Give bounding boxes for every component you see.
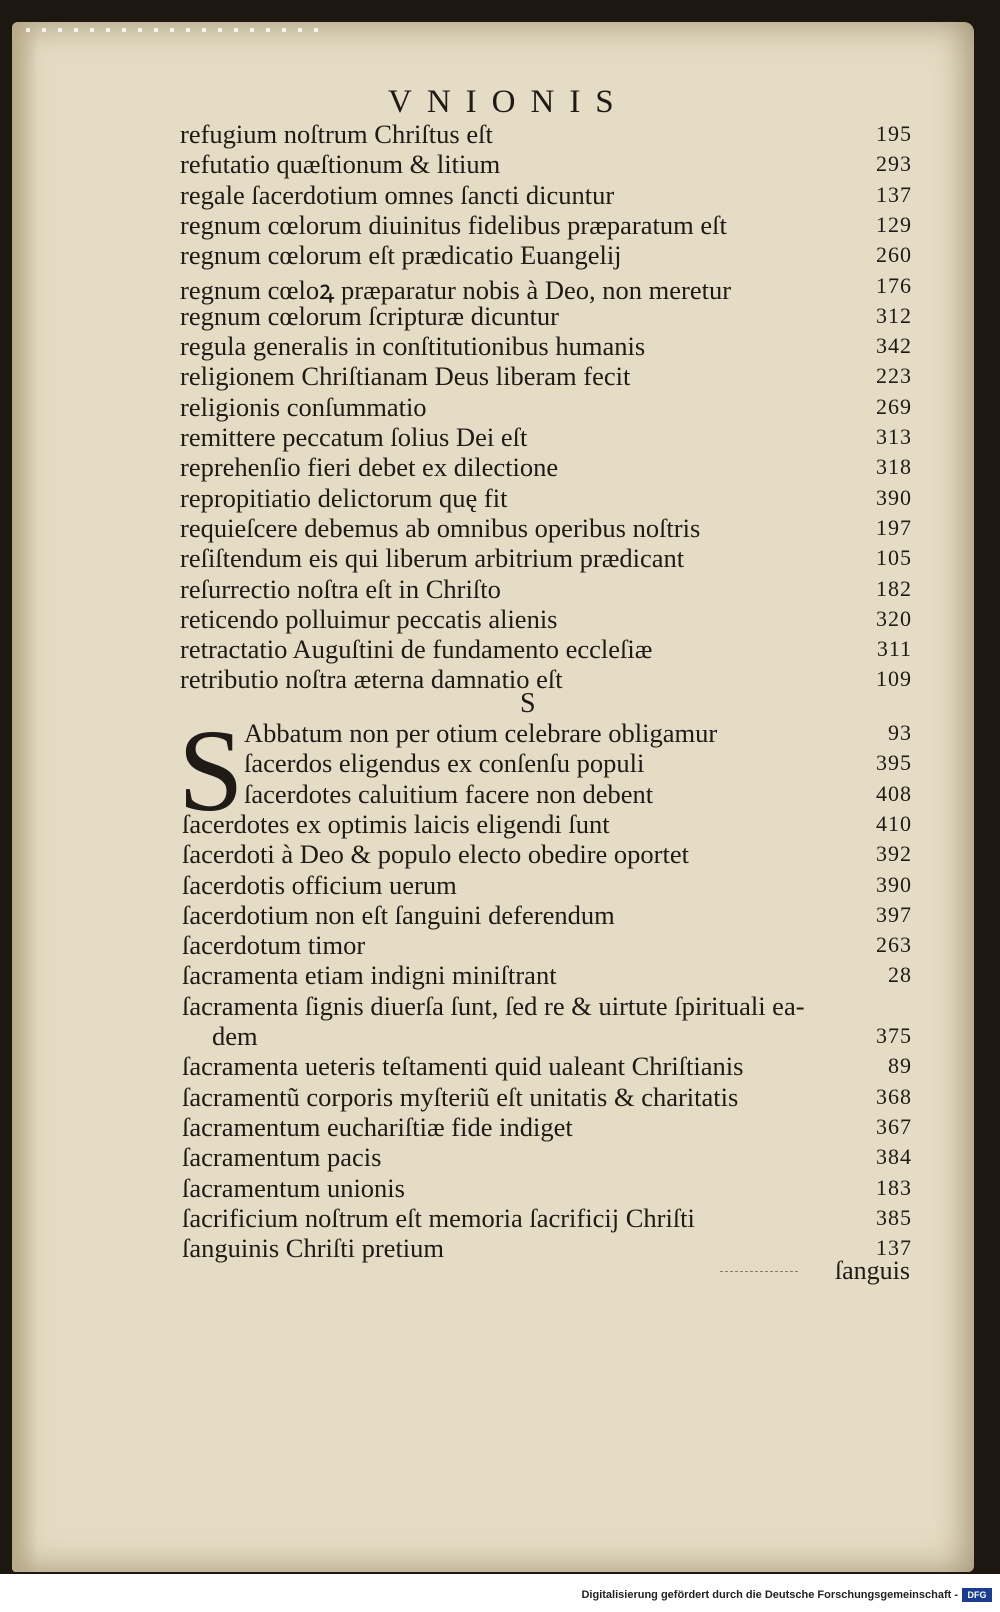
entry-page-number: 223 (876, 363, 912, 389)
entry-page-number: 137 (876, 181, 912, 207)
entry-page-number: 293 (876, 151, 912, 177)
index-entry (0, 180, 1000, 210)
footer-credit: Digitalisierung gefördert durch die Deutsche Forschungsgemeinschaft - (581, 1589, 958, 1601)
index-entry (0, 149, 1000, 179)
entry-term: ſacramenta ueteris teſtamenti quid ualeant Chriſtianis (182, 1051, 744, 1082)
entry-term: remittere peccatum ſolius Dei eſt (180, 422, 528, 452)
binding-stitches (26, 28, 326, 32)
entry-term: ſacrificium noſtrum eſt memoria ſacrificij Chriſti (182, 1202, 695, 1233)
entry-term: ſacramenta etiam indigni miniſtrant (182, 960, 557, 991)
entry-term: religionis conſummatio (180, 391, 427, 422)
running-header: VNIONIS (388, 84, 629, 120)
entry-term: religionem Chriſtianam Deus liberam fecit (180, 361, 631, 392)
index-entry (0, 331, 1000, 361)
entry-term: ſacerdotum timor (182, 930, 366, 961)
entry-term: ſanguinis Chriſti pretium (182, 1233, 445, 1264)
entry-page-number: 260 (876, 242, 912, 268)
entry-page-number: 183 (876, 1174, 912, 1200)
entry-page-number: 367 (876, 1113, 912, 1139)
catchword-dash (720, 1271, 798, 1272)
entry-page-number: 312 (876, 302, 912, 328)
entry-term: ſacerdotes ex optimis laicis eligendi ſunt (182, 808, 610, 839)
entry-page-number: 397 (876, 901, 912, 927)
index-entry (0, 1051, 1000, 1081)
index-entry (0, 392, 1000, 422)
entry-term: ſacerdotis officium uerum (182, 869, 457, 900)
index-entry (0, 513, 1000, 543)
entry-term: ſacramentum pacis (182, 1142, 382, 1173)
index-entry (0, 839, 1000, 869)
entry-term: reſiſtendum eis qui liberum arbitrium prædicant (180, 543, 685, 574)
index-entry (0, 930, 1000, 960)
index-entry (0, 361, 1000, 391)
index-entry (0, 452, 1000, 482)
entry-page-number: 375 (876, 1023, 912, 1048)
index-entry (0, 809, 1000, 839)
entry-term: refutatio quæſtionum & litium (180, 149, 501, 180)
entry-term: regula generalis in conſtitutionibus humanis (180, 331, 646, 362)
entry-page-number: 105 (876, 545, 912, 571)
entry-page-number: 392 (876, 841, 912, 867)
entry-term: ſacerdotium non eſt ſanguini deferendum (182, 899, 615, 930)
section-letter: S (520, 688, 536, 719)
index-entry (0, 960, 1000, 990)
index-entry (0, 1203, 1000, 1233)
entry-page-number: 384 (876, 1144, 912, 1170)
index-entry (0, 779, 1000, 809)
drop-cap: S (178, 705, 244, 836)
entry-term: ſacerdoti à Deo & populo electo obedire oportet (182, 839, 689, 870)
entry-term: ſacramentum unionis (182, 1172, 405, 1203)
index-entry (0, 543, 1000, 573)
entry-term: reticendo polluimur peccatis alienis (180, 603, 558, 634)
index-entry (0, 240, 1000, 270)
index-entry (0, 1112, 1000, 1142)
entry-page-number: 197 (876, 514, 912, 540)
entry-term: refugium noſtrum Chriſtus eſt (180, 119, 493, 149)
index-entry (0, 748, 1000, 778)
entry-page-number: 28 (888, 962, 912, 988)
entry-page-number: 129 (876, 211, 912, 237)
index-entry (0, 483, 1000, 513)
index-entry (0, 271, 1000, 305)
index-entry (0, 574, 1000, 604)
entry-page-number: 109 (876, 666, 912, 692)
entry-page-number: 311 (876, 636, 912, 662)
entry-term: Abbatum non per otium celebrare obligamur (244, 718, 718, 748)
entry-term: regnum cœloꝝ præparatur nobis à Deo, non meretur (180, 274, 732, 305)
entry-page-number: 269 (876, 393, 912, 419)
entry-page-number: 385 (876, 1204, 912, 1230)
entry-term: regale ſacerdotium omnes ſancti dicuntur (180, 179, 615, 210)
index-entry (0, 664, 1000, 694)
entry-page-number: 320 (876, 605, 912, 631)
entry-term: regnum cœlorum ſcripturæ dicuntur (180, 300, 560, 331)
entry-term: repropitiatio delictorum quę fit (180, 482, 508, 513)
index-entry (0, 634, 1000, 664)
index-entry (0, 900, 1000, 930)
entry-page-number: 408 (876, 780, 912, 806)
entry-term: ſacramentũ corporis myſteriũ eſt unitatis & charitatis (182, 1081, 739, 1112)
dfg-logo: DFG (962, 1588, 992, 1602)
index-entry (0, 1021, 1000, 1051)
entry-term: retributio noſtra æterna damnatio eſt (180, 664, 563, 695)
entry-page-number: 195 (876, 121, 912, 146)
entry-page-number: 410 (876, 810, 912, 836)
entry-term: reſurrectio noſtra eſt in Chriſto (180, 573, 501, 604)
entry-page-number: 137 (876, 1235, 912, 1261)
entry-page-number: 89 (888, 1053, 912, 1079)
catchword: ſanguis (834, 1256, 910, 1285)
entry-term: ſacramentum euchariſtiæ fide indiget (182, 1111, 573, 1142)
index-entry (0, 870, 1000, 900)
entry-term: retractatio Auguſtini de fundamento eccleſiæ (180, 634, 653, 665)
entry-page-number: 176 (876, 272, 912, 298)
index-entry (0, 1142, 1000, 1172)
entry-page-number: 318 (876, 454, 912, 480)
index-entry (0, 991, 1000, 1021)
entry-page-number: 263 (876, 932, 912, 958)
index-entry (0, 422, 1000, 452)
entry-page-number: 368 (876, 1083, 912, 1109)
entry-term: reprehenſio fieri debet ex dilectione (180, 452, 559, 483)
entry-page-number: 395 (876, 750, 912, 776)
entry-term: regnum cœlorum eſt prædicatio Euangelij (180, 240, 622, 271)
index-entry (0, 1082, 1000, 1112)
index-entry (0, 301, 1000, 331)
entry-page-number: 390 (876, 871, 912, 897)
index-entry (0, 210, 1000, 240)
index-entry (0, 119, 1000, 149)
entry-term: requieſcere debemus ab omnibus operibus noſtris (180, 512, 701, 543)
entry-term: regnum cœlorum diuinitus fidelibus præparatum eſt (180, 209, 727, 240)
footer-bar (0, 1574, 1000, 1612)
index-entry (0, 1173, 1000, 1203)
entry-page-number: 93 (888, 720, 912, 745)
entry-term: ſacramenta ſignis diuerſa ſunt, ſed re & uirtute ſpirituali ea- (182, 990, 805, 1021)
entry-page-number: 342 (876, 333, 912, 359)
entry-page-number: 390 (876, 484, 912, 510)
index-entry (0, 604, 1000, 634)
entry-page-number: 313 (876, 424, 912, 449)
entry-term: ſacerdos eligendus ex conſenſu populi (244, 748, 645, 779)
entry-term: dem (212, 1021, 258, 1051)
entry-page-number: 182 (876, 575, 912, 601)
entry-term: ſacerdotes caluitium facere non debent (244, 778, 654, 809)
index-entry (0, 718, 1000, 748)
